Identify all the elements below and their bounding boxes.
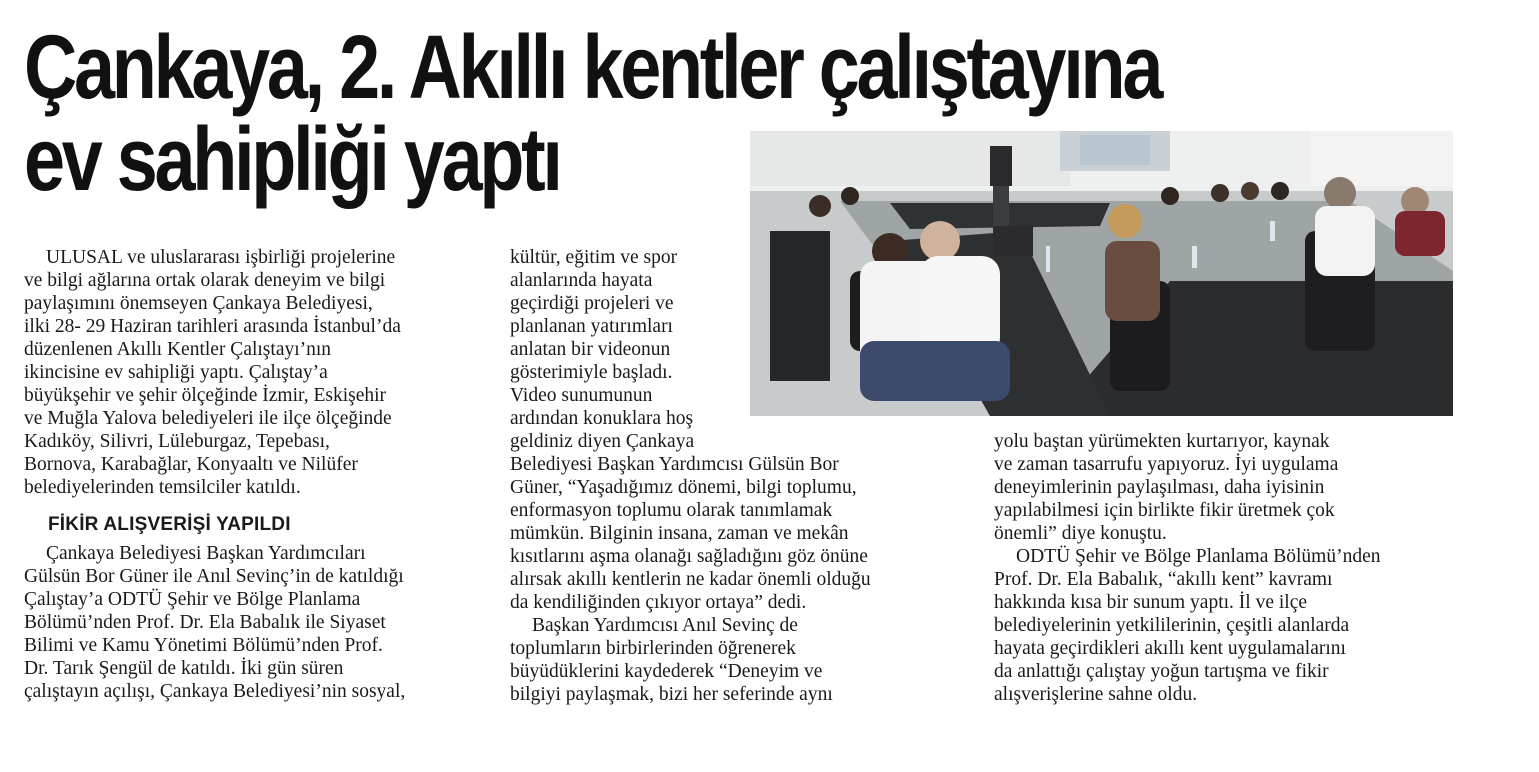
column-1 [24, 246, 405, 703]
column-1-paragraph-1 [24, 246, 405, 499]
text-line: kültür, eğitim ve spor [510, 247, 678, 268]
text-line: ve Muğla Yalova belediyeleri ile ilçe ölçeğinde [24, 408, 392, 429]
text-line: yolu baştan yürümekten kurtarıyor, kaynak [994, 431, 1330, 452]
text-line: ve zaman tasarrufu yapıyoruz. İyi uygulama [994, 454, 1339, 475]
text-line: ilki 28- 29 Haziran tarihleri arasında İstanbul’da [24, 316, 401, 337]
column-3-paragraph-2 [994, 545, 1380, 706]
text-line: mümkün. Bilginin insana, zaman ve mekân [510, 523, 849, 544]
text-line: belediyelerinin yetkililerinin, çeşitli alanlarda [994, 615, 1350, 636]
text-line: deneyimlerinin paylaşılması, daha iyisinin [994, 477, 1325, 498]
column-1-paragraph-2 [24, 542, 405, 703]
subheading: FİKİR ALIŞVERİŞİ YAPILDI [48, 514, 291, 535]
text-line: Dr. Tarık Şengül de katıldı. İki gün süren [24, 658, 344, 679]
text-line: da anlattığı çalıştay yoğun tartışma ve fikir [994, 661, 1329, 682]
text-line: Prof. Dr. Ela Babalık, “akıllı kent” kavramı [994, 569, 1333, 590]
text-line: çalıştayın açılışı, Çankaya Belediyesi’nin sosyal, [24, 681, 406, 702]
text-line: geçirdiği projeleri ve [510, 293, 674, 314]
text-line: önemli” diye konuştu. [994, 523, 1167, 544]
headline-line-1: Çankaya, 2. Akıllı kentler çalıştayına [24, 18, 1161, 118]
text-line: enformasyon toplumu olarak tanımlamak [510, 500, 833, 521]
text-line: Belediyesi Başkan Yardımcısı Gülsün Bor [510, 454, 839, 475]
text-line: gösterimiyle başladı. [510, 362, 673, 383]
text-line: da kendiliğinden çıkıyor ortaya” dedi. [510, 592, 807, 613]
text-line: Bölümü’nden Prof. Dr. Ela Babalık ile Siyaset [24, 612, 386, 633]
text-line: büyükşehir ve şehir ölçeğinde İzmir, Eskişehir [24, 385, 387, 406]
text-line: alırsak akıllı kentlerin ne kadar önemli olduğu [510, 569, 871, 590]
text-line: düzenlenen Akıllı Kentler Çalıştayı’nın [24, 339, 332, 360]
text-line: alışverişlerine sahne oldu. [994, 684, 1198, 705]
text-line: Kadıköy, Silivri, Lüleburgaz, Tepebası, [24, 431, 330, 452]
text-line: geldiniz diyen Çankaya [510, 431, 695, 452]
column-3 [994, 430, 1380, 706]
text-line: Bornova, Karabağlar, Konyaaltı ve Nilüfer [24, 454, 358, 475]
text-line: belediyelerinden temsilciler katıldı. [24, 477, 301, 498]
column-2-paragraph-1 [510, 246, 871, 614]
text-line: büyüdüklerini kaydederek “Deneyim ve [510, 661, 823, 682]
text-line: yapılabilmesi için birlikte fikir üretmek çok [994, 500, 1335, 521]
text-line: Video sunumunun [510, 385, 653, 406]
column-2-paragraph-2 [510, 614, 871, 706]
text-line: Gülsün Bor Güner ile Anıl Sevinç’in de katıldığı [24, 566, 404, 587]
text-line: hakkında kısa bir sunum yaptı. İl ve ilçe [994, 592, 1308, 613]
text-line: toplumların birbirlerinden öğrenerek [510, 638, 796, 659]
text-line: paylaşımını önemseyen Çankaya Belediyesi, [24, 293, 373, 314]
text-line: alanlarında hayata [510, 270, 653, 291]
headline-line-2: ev sahipliği yaptı [24, 110, 560, 210]
column-3-paragraph-1 [994, 430, 1380, 545]
text-line: ardından konuklara hoş [510, 408, 694, 429]
text-line: anlatan bir videonun [510, 339, 671, 360]
text-line: bilgiyi paylaşmak, bizi her seferinde aynı [510, 684, 833, 705]
text-line: Çalıştay’a ODTÜ Şehir ve Bölge Planlama [24, 589, 361, 610]
text-line: planlanan yatırımları [510, 316, 673, 337]
text-line: Başkan Yardımcısı Anıl Sevinç de [532, 615, 798, 636]
text-line: ULUSAL ve uluslararası işbirliği projelerine [46, 247, 396, 268]
text-line: ve bilgi ağlarına ortak olarak deneyim ve bilgi [24, 270, 386, 291]
text-line: Bilimi ve Kamu Yönetimi Bölümü’nden Prof. [24, 635, 383, 656]
text-line: Güner, “Yaşadığımız dönemi, bilgi toplumu, [510, 477, 857, 498]
text-line: hayata geçirdikleri akıllı kent uygulamalarını [994, 638, 1346, 659]
text-line: ODTÜ Şehir ve Bölge Planlama Bölümü’nden [1016, 546, 1381, 567]
text-line: ikincisine ev sahipliği yaptı. Çalıştay’a [24, 362, 328, 383]
column-2 [510, 246, 871, 706]
text-line: kısıtlarını aşma olanağı sağladığını göz önüne [510, 546, 868, 567]
text-line: Çankaya Belediyesi Başkan Yardımcıları [46, 543, 366, 564]
